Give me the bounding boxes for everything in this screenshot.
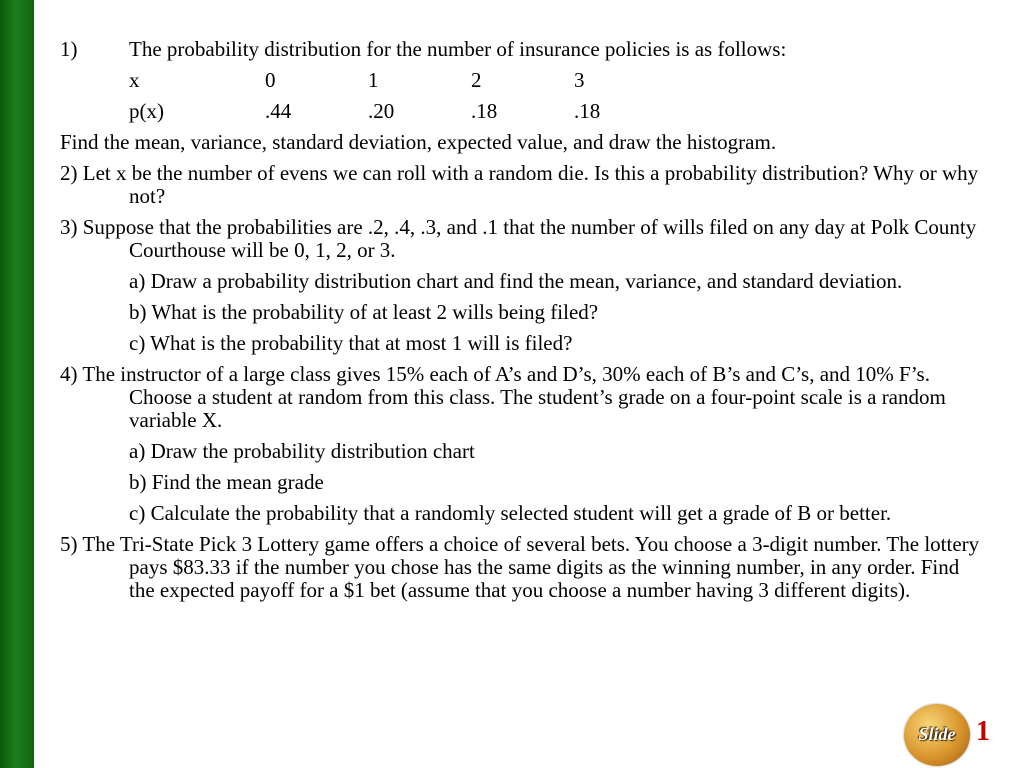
question-3a: a) Draw a probability distribution chart and find the mean, variance, and standard deviation. [129, 269, 903, 293]
x-value: 2 [471, 68, 482, 92]
x-value: 1 [368, 68, 379, 92]
distribution-row-px [129, 100, 990, 123]
question-2: 2) Let x be the number of evens we can roll with a random die. Is this a probability distribution? Why or why not? [60, 161, 979, 208]
slide-badge-label: Slide [918, 724, 956, 744]
x-value: 3 [574, 68, 585, 92]
px-value: .20 [368, 99, 395, 123]
question-1-number: 1) [60, 37, 78, 61]
question-4c: c) Calculate the probability that a randomly selected student will get a grade of B or better. [129, 501, 892, 525]
question-1-text: The probability distribution for the number of insurance policies is as follows: [129, 37, 787, 61]
px-label: p(x) [129, 99, 164, 123]
distribution-row-x [129, 69, 990, 92]
slide-number: 1 [976, 716, 990, 747]
question-4: 4) The instructor of a large class gives 15% each of A’s and D’s, 30% each of B’s and C’s, and 10% F’s. Choose a student at random from this class. The student’s grade on a four-point scale is a random variable X. [60, 362, 946, 432]
slide-content [60, 38, 990, 602]
question-3b: b) What is the probability of at least 2 wills being filed? [129, 300, 599, 324]
x-label: x [129, 68, 140, 92]
px-value: .18 [574, 99, 601, 123]
left-green-bar [0, 0, 34, 768]
question-4a: a) Draw the probability distribution chart [129, 439, 475, 463]
x-value: 0 [265, 68, 276, 92]
question-3c: c) What is the probability that at most 1 will is filed? [129, 331, 573, 355]
question-3: 3) Suppose that the probabilities are .2, .4, .3, and .1 that the number of wills filed on any day at Polk County Courthouse will be 0, 1, 2, or 3. [60, 215, 977, 262]
question-4b: b) Find the mean grade [129, 470, 324, 494]
px-value: .44 [265, 99, 292, 123]
question-1 [60, 38, 990, 61]
px-value: .18 [471, 99, 498, 123]
question-1-followup: Find the mean, variance, standard deviation, expected value, and draw the histogram. [60, 130, 777, 154]
question-5: 5) The Tri-State Pick 3 Lottery game offers a choice of several bets. You choose a 3-digit number. The lottery pays $83.33 if the number you chose has the same digits as the winning number, in any order. Find the expected payoff for a $1 bet (assume that you choose a number having 3 different digits). [60, 532, 980, 602]
slide-badge-icon [904, 704, 970, 766]
